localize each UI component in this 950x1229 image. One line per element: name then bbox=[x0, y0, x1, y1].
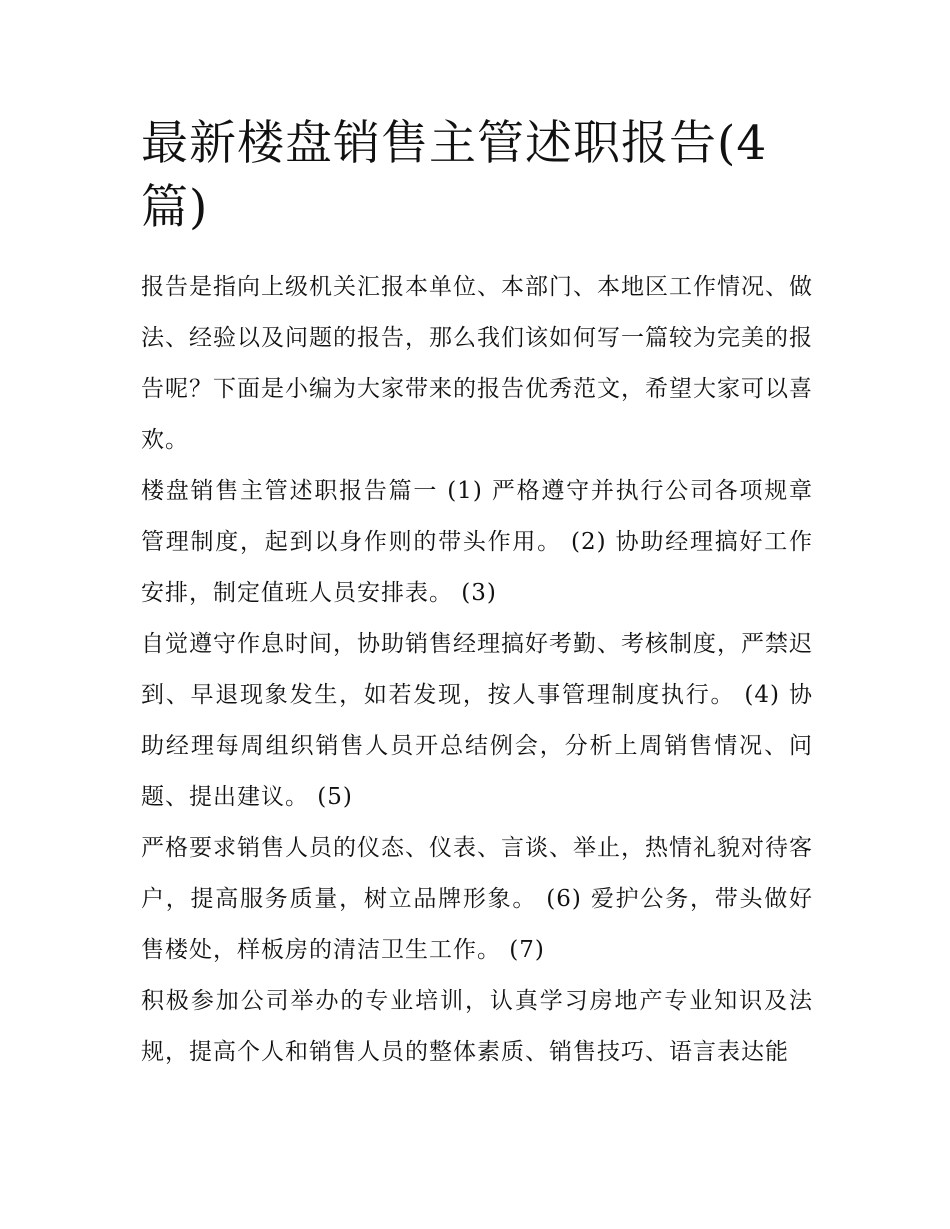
document-title: 最新楼盘销售主管述职报告(4篇) bbox=[141, 116, 768, 235]
body-paragraph-4: 积极参加公司举办的专业培训，认真学习房地产专业知识及法规，提高个人和销售人员的整体素质、销售技巧、语言表达能 bbox=[141, 988, 813, 1065]
body-paragraph-2: 自觉遵守作息时间，协助销售经理搞好考勤、考核制度，严禁迟到、早退现象发生，如若发现，按人事管理制度执行。 (4) 协助经理每周组织销售人员开总结例会，分析上周销售情况、问题、提出建议。 (5) bbox=[141, 631, 813, 810]
intro-paragraph: 报告是指向上级机关汇报本单位、本部门、本地区工作情况、做法、经验以及问题的报告，那么我们该如何写一篇较为完美的报告呢？下面是小编为大家带来的报告优秀范文，希望大家可以喜欢。 bbox=[141, 274, 813, 453]
document-page bbox=[141, 112, 813, 1078]
body-paragraph-3: 严格要求销售人员的仪态、仪表、言谈、举止，热情礼貌对待客户，提高服务质量，树立品牌形象。 (6) 爱护公务，带头做好售楼处，样板房的清洁卫生工作。 (7) bbox=[141, 835, 813, 963]
body-paragraph-1: 楼盘销售主管述职报告篇一 (1) 严格遵守并执行公司各项规章管理制度，起到以身作则的带头作用。 (2) 协助经理搞好工作安排，制定值班人员安排表。 (3) bbox=[141, 478, 813, 606]
